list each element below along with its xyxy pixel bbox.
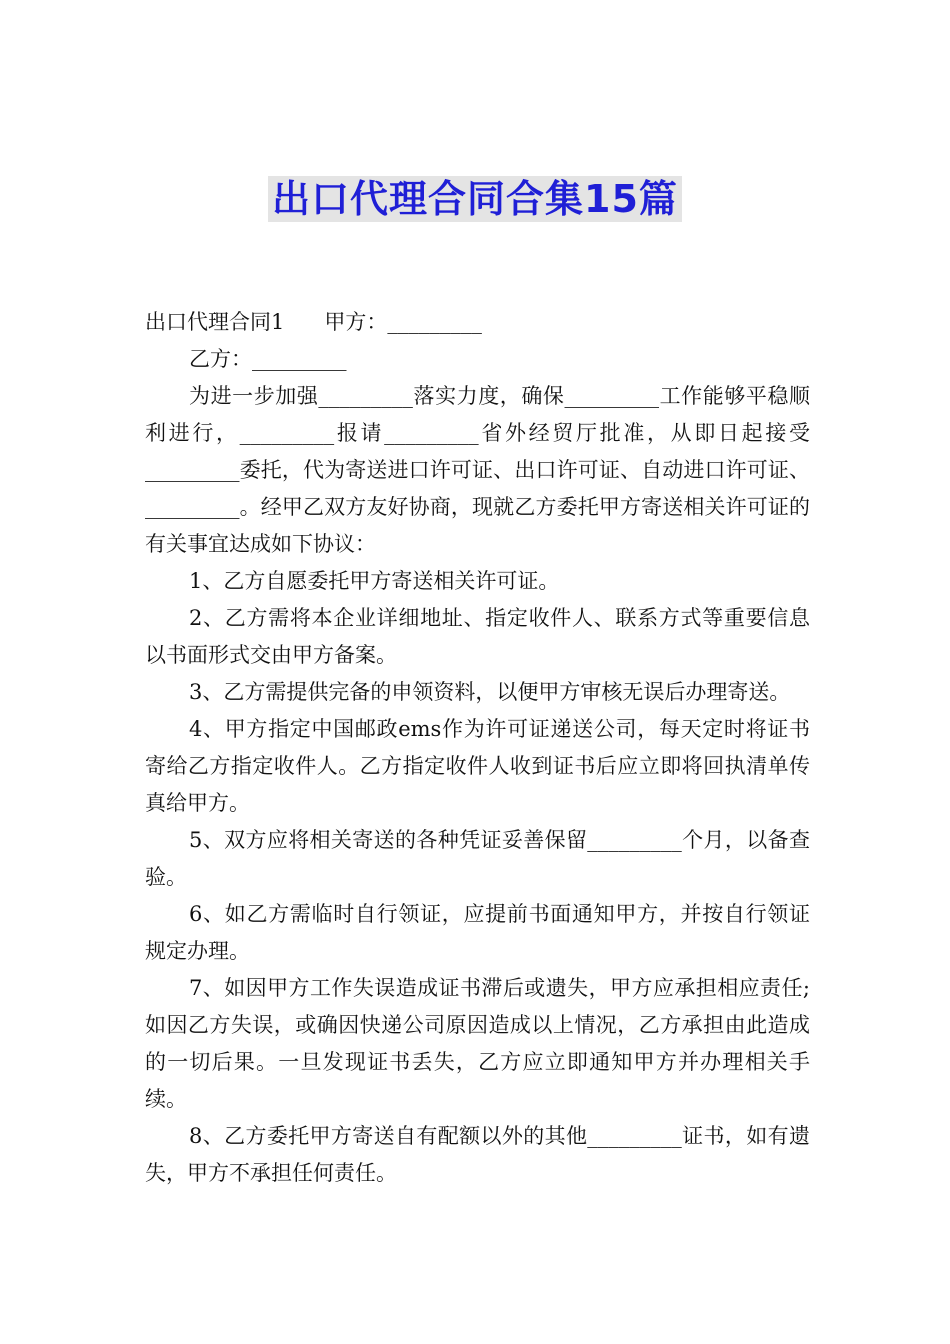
intro-paragraph: 为进一步加强_________落实力度，确保_________工作能够平稳顺利进行，_________报请_________省外经贸厅批准，从即日起接受_________委托，代为寄送进口许可证、出口许可证、自动进口许可证、_________。经甲乙双方友好协商，现就乙方委托甲方寄送相关许可证的有关事宜达成如下协议： <box>145 384 810 556</box>
clause-1: 1、乙方自愿委托甲方寄送相关许可证。 <box>189 569 560 593</box>
clause-4: 4、甲方指定中国邮政ems作为许可证递送公司，每天定时将证书寄给乙方指定收件人。乙方指定收件人收到证书后应立即将回执清单传真给甲方。 <box>145 717 810 815</box>
party-a-field: 甲方：_________ <box>324 310 482 334</box>
title-container <box>0 176 950 222</box>
clause-6: 6、如乙方需临时自行领证，应提前书面通知甲方，并按自行领证规定办理。 <box>145 902 810 963</box>
document-title: 出口代理合同合集15篇 <box>268 176 682 222</box>
clause-7: 7、如因甲方工作失误造成证书滞后或遗失，甲方应承担相应责任;如因乙方失误，或确因快递公司原因造成以上情况，乙方承担由此造成的一切后果。一旦发现证书丢失，乙方应立即通知甲方并办理相关手续。 <box>145 976 810 1111</box>
heading-line <box>145 304 810 341</box>
contract-label: 出口代理合同1 <box>145 310 285 334</box>
clause-8: 8、乙方委托甲方寄送自有配额以外的其他_________证书，如有遗失，甲方不承担任何责任。 <box>145 1124 810 1185</box>
party-b-paragraph: 乙方：_________ <box>189 347 347 371</box>
clause-2: 2、乙方需将本企业详细地址、指定收件人、联系方式等重要信息以书面形式交由甲方备案。 <box>145 606 810 667</box>
clause-3: 3、乙方需提供完备的申领资料，以便甲方审核无误后办理寄送。 <box>189 680 791 704</box>
clause-5: 5、双方应将相关寄送的各种凭证妥善保留_________个月，以备查验。 <box>145 828 810 889</box>
document-body <box>145 304 810 1192</box>
